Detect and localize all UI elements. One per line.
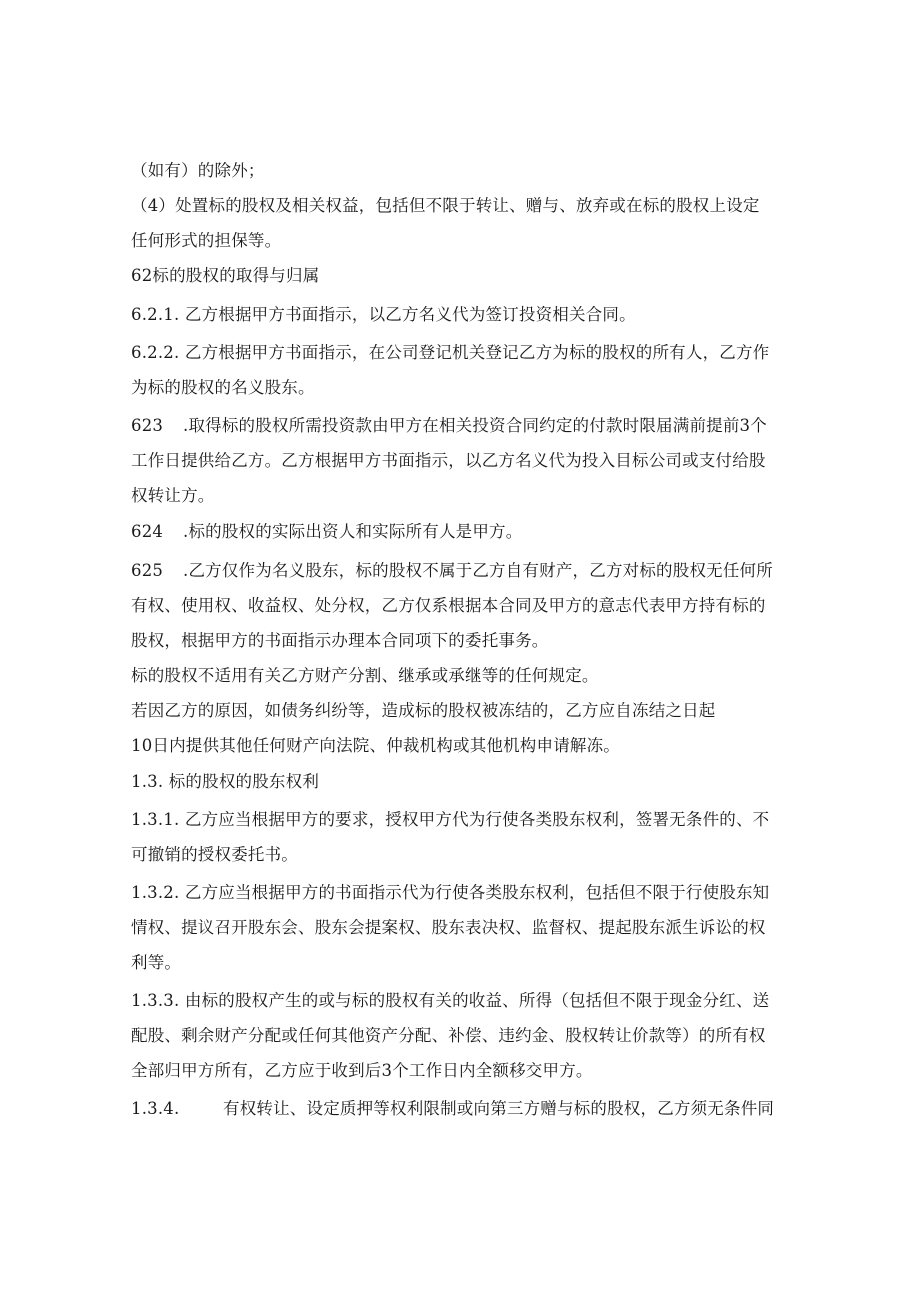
text-line: 若因乙方的原因，如债务纠纷等，造成标的股权被冻结的，乙方应自冻结之日起	[131, 701, 716, 720]
section-heading: 62标的股权的取得与归属	[131, 266, 320, 285]
clause-text: .取得标的股权所需投资款由甲方在相关投资合同约定的付款时限届满前提前3个	[183, 416, 767, 435]
clause-number: 624	[131, 522, 164, 541]
clause-line	[131, 1098, 774, 1120]
clause-line: 1.3.3. 由标的股权产生的或与标的股权有关的收益、所得（包括但不限于现金分红、送	[131, 991, 770, 1010]
clause-text: 有权转让、设定质押等权利限制或向第三方赠与标的股权，乙方须无条件同	[223, 1099, 775, 1118]
text-line: 可撤销的授权委托书。	[131, 845, 298, 864]
text-line: 情权、提议召开股东会、股东会提案权、股东表决权、监督权、提起股东派生诉讼的权	[131, 918, 766, 937]
clause-line: 6.2.1. 乙方根据甲方书面指示，以乙方名义代为签订投资相关合同。	[131, 305, 636, 324]
text-line: 全部归甲方所有，乙方应于收到后3个工作日内全额移交甲方。	[131, 1061, 593, 1080]
text-line: 有权、使用权、收益权、处分权，乙方仅系根据本合同及甲方的意志代表甲方持有标的	[131, 596, 766, 615]
text-line: 工作日提供给乙方。乙方根据甲方书面指示，以乙方名义代为投入目标公司或支付给股	[131, 451, 766, 470]
clause-line: 1.3.1. 乙方应当根据甲方的要求，授权甲方代为行使各类股东权利，签署无条件的、不	[131, 810, 770, 829]
clause-line	[131, 560, 773, 582]
text-line: 配股、剩余财产分配或任何其他资产分配、补偿、违约金、股权转让价款等）的所有权	[131, 1026, 766, 1045]
clause-line: 6.2.2. 乙方根据甲方书面指示，在公司登记机关登记乙方为标的股权的所有人，乙方作	[131, 343, 770, 362]
text-line: 利等。	[131, 953, 182, 972]
clause-number: 625	[131, 561, 164, 580]
text-line: 为标的股权的名义股东。	[131, 378, 315, 397]
clause-line	[131, 415, 767, 437]
clause-number: 1.3.4.	[131, 1099, 180, 1118]
text-line: 10日内提供其他任何财产向法院、仲裁机构或其他机构申请解冻。	[131, 736, 620, 755]
text-line: （如有）的除外；	[131, 161, 265, 180]
text-line: 标的股权不适用有关乙方财产分割、继承或承继等的任何规定。	[131, 666, 599, 685]
clause-line: 1.3.2. 乙方应当根据甲方的书面指示代为行使各类股东权利，包括但不限于行使股东知	[131, 883, 770, 902]
clause-line	[131, 521, 522, 543]
section-heading: 1.3. 标的股权的股东权利	[131, 772, 320, 791]
text-line: 股权，根据甲方的书面指示办理本合同项下的委托事务。	[131, 631, 549, 650]
clause-text: .标的股权的实际出资人和实际所有人是甲方。	[183, 522, 523, 541]
clause-text: .乙方仅作为名义股东，标的股权不属于乙方自有财产，乙方对标的股权无任何所	[183, 561, 773, 580]
text-line: （4）处置标的股权及相关权益，包括但不限于转让、赠与、放弃或在标的股权上设定	[131, 196, 760, 215]
text-line: 任何形式的担保等。	[131, 231, 282, 250]
text-line: 权转让方。	[131, 486, 215, 505]
clause-number: 623	[131, 416, 164, 435]
